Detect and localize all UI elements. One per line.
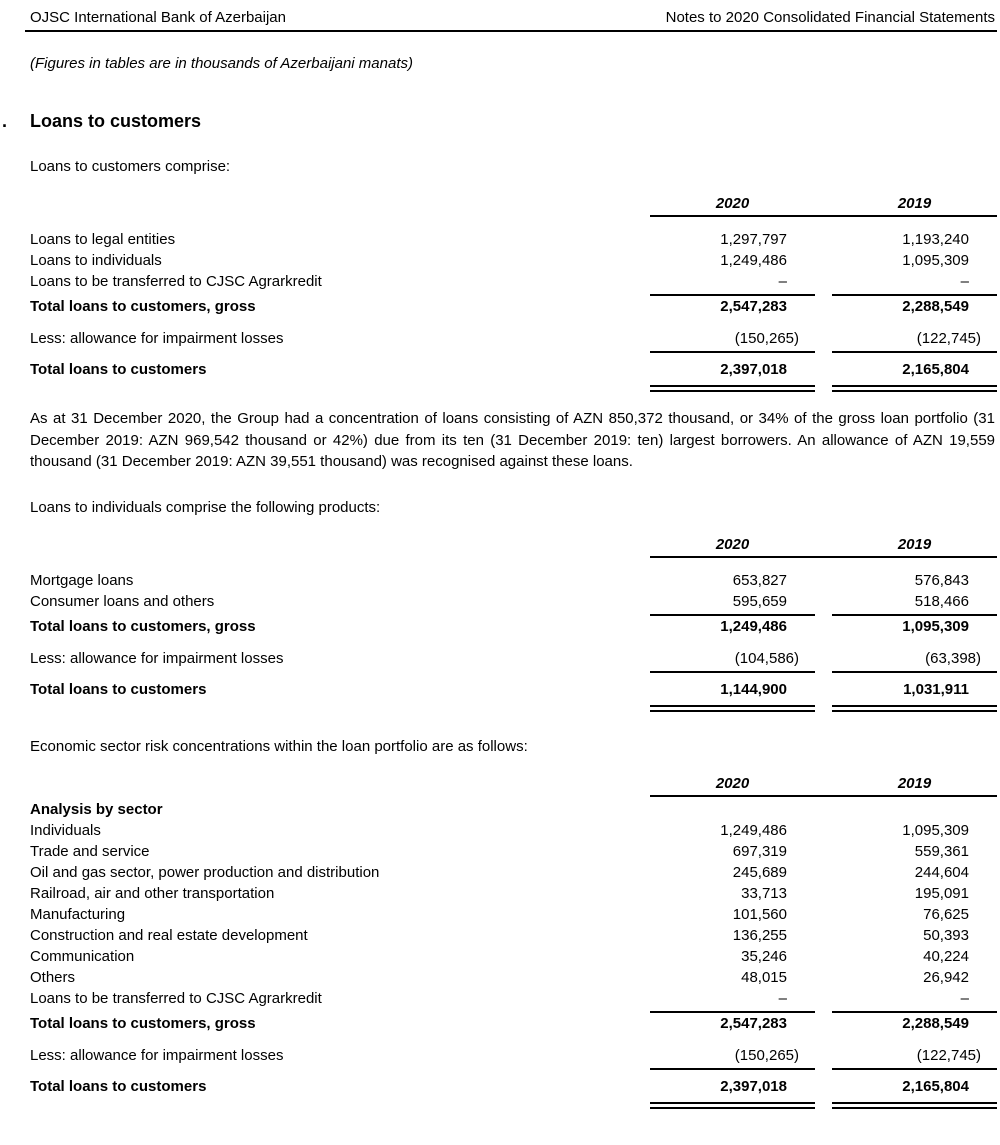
row-value-2020: 653,827 [732,571,787,589]
header-label-spacer [30,195,650,217]
row-value-2019: 2,288,549 [902,298,969,315]
column-header-2020: 2020 [715,195,750,212]
section-number-marker: . [2,111,8,131]
row-value-2019: 40,224 [923,947,969,965]
running-header-right: Notes to 2020 Consolidated Financial Statements [665,9,995,26]
table-row [30,1076,997,1109]
row-value-2020: 48,015 [741,968,787,986]
row-value-2020: (150,265) [650,328,815,353]
table-row [30,648,997,673]
row-value-2020: 697,319 [732,842,787,860]
table-row [30,946,997,967]
row-value-2020: (150,265) [650,1045,815,1070]
row-value-2019: 50,393 [923,926,969,944]
row-value-2019: 559,361 [914,842,969,860]
concentration-paragraph: As at 31 December 2020, the Group had a concentration of loans consisting of AZN 850,372 thousand, or 34% of the gross loan portfolio (31 December 2019: AZN 969,542 thousand or 42%) due from its ten (31 December 2019: ten) largest borrowers. An allowance of AZN 19,559 thousand (31 December 2019: AZN 39,551 thousand) was recognised against these loans. [30,410,995,470]
row-value-2020: 595,659 [650,591,815,616]
table-row [30,229,997,250]
row-value-2019: 2,165,804 [832,359,997,392]
row-value-2020: 245,689 [732,863,787,881]
row-label: Individuals [30,821,101,839]
row-value-2019: 26,942 [923,968,969,986]
row-value-2019: 2,288,549 [902,1014,969,1032]
table-body [30,217,997,392]
row-value-2019: 76,625 [923,905,969,923]
running-header-left: OJSC International Bank of Azerbaijan [30,9,286,26]
row-label: Trade and service [30,842,150,860]
row-label: Oil and gas sector, power production and distribution [30,863,380,881]
row-value-2020: 1,144,900 [650,679,815,712]
column-header-2019: 2019 [897,195,932,212]
table-body [30,797,997,1109]
running-header [25,0,997,32]
row-label: Total loans to customers, gross [30,298,256,315]
table-header [30,195,997,217]
row-value-2020: (104,586) [650,648,815,673]
row-label: Total loans to customers, gross [30,1014,256,1032]
row-value-2019: – [832,271,997,296]
row-label: Loans to legal entities [30,231,176,248]
row-label: Manufacturing [30,905,126,923]
row-value-2019: 244,604 [914,863,969,881]
row-label: Less: allowance for impairment losses [30,330,284,347]
row-label: Others [30,968,76,986]
table-row [30,591,997,616]
table-loans-to-individuals-products [30,536,997,712]
row-label: Consumer loans and others [30,592,215,610]
row-label: Construction and real estate development [30,926,308,944]
table-row [30,296,997,317]
row-value-2019: – [832,988,997,1013]
row-label: Communication [30,947,135,965]
row-label: Loans to individuals [30,252,162,269]
table-row [30,1013,997,1034]
table-row [30,820,997,841]
row-value-2020: 2,397,018 [650,1076,815,1109]
row-value-2019: 576,843 [914,571,969,589]
row-value-2019: 1,095,309 [902,617,969,635]
intro-economic-sector: Economic sector risk concentrations within the loan portfolio are as follows: [30,737,528,755]
row-value-2019: (122,745) [832,1045,997,1070]
row-value-2020: 2,547,283 [720,1014,787,1032]
table-row [30,841,997,862]
row-value-2019 [832,799,997,820]
row-label: Total loans to customers, gross [30,617,256,635]
table-header [30,536,997,558]
intro-loans-to-individuals: Loans to individuals comprise the following products: [30,498,381,516]
row-value-2019: 1,031,911 [832,679,997,712]
row-value-2020: 2,397,018 [650,359,815,392]
column-header-2019: 2019 [897,774,932,792]
column-header-2019: 2019 [897,535,932,553]
table-row [30,359,997,392]
table-row [30,862,997,883]
row-value-2019: 1,095,309 [902,821,969,839]
table-row [30,1045,997,1070]
row-label: Less: allowance for impairment losses [30,1046,284,1064]
row-label: Analysis by sector [30,800,163,818]
row-value-2020: 35,246 [741,947,787,965]
row-label: Total loans to customers [30,1077,207,1095]
row-value-2019: 1,095,309 [902,252,969,269]
table-row [30,679,997,712]
row-value-2020 [650,799,815,820]
row-value-2020: 2,547,283 [720,298,787,315]
row-value-2020: 136,255 [732,926,787,944]
column-header-2020: 2020 [715,774,750,792]
row-value-2020: 1,297,797 [720,231,787,248]
table-row [30,616,997,637]
table-row [30,328,997,353]
intro-loans-comprise: Loans to customers comprise: [30,158,231,175]
row-value-2019: 2,165,804 [832,1076,997,1109]
row-label: Mortgage loans [30,571,134,589]
table-row [30,271,997,296]
table-row [30,799,997,820]
header-label-spacer [30,775,650,797]
row-value-2020: 1,249,486 [720,252,787,269]
section-title: Loans to customers [30,111,202,131]
table-loans-to-customers [30,195,997,392]
table-row [30,988,997,1013]
row-value-2020: 1,249,486 [720,617,787,635]
row-value-2019: 518,466 [832,591,997,616]
section-heading [2,110,1000,132]
column-headers [650,536,997,558]
table-row [30,904,997,925]
table-body [30,558,997,712]
column-headers [650,775,997,797]
row-value-2019: 195,091 [914,884,969,902]
row-value-2019: 1,193,240 [902,231,969,248]
table-row [30,925,997,946]
row-value-2020: 1,249,486 [720,821,787,839]
row-value-2019: (63,398) [832,648,997,673]
table-row [30,570,997,591]
row-label: Total loans to customers [30,680,207,698]
table-row [30,250,997,271]
row-label: Railroad, air and other transportation [30,884,275,902]
column-header-2020: 2020 [715,535,750,553]
table-economic-sector-concentrations [30,775,997,1109]
row-value-2020: 101,560 [732,905,787,923]
row-label: Loans to be transferred to CJSC Agrarkredit [30,989,322,1007]
row-value-2020: 33,713 [741,884,787,902]
header-label-spacer [30,536,650,558]
column-headers [650,195,997,217]
figures-note: (Figures in tables are in thousands of Azerbaijani manats) [30,55,413,72]
row-label: Less: allowance for impairment losses [30,649,284,667]
row-value-2019: (122,745) [832,328,997,353]
table-header [30,775,997,797]
table-row [30,883,997,904]
row-label: Loans to be transferred to CJSC Agrarkredit [30,273,322,290]
row-label: Total loans to customers [30,361,207,378]
row-value-2020: – [650,988,815,1013]
row-value-2020: – [650,271,815,296]
table-row [30,967,997,988]
